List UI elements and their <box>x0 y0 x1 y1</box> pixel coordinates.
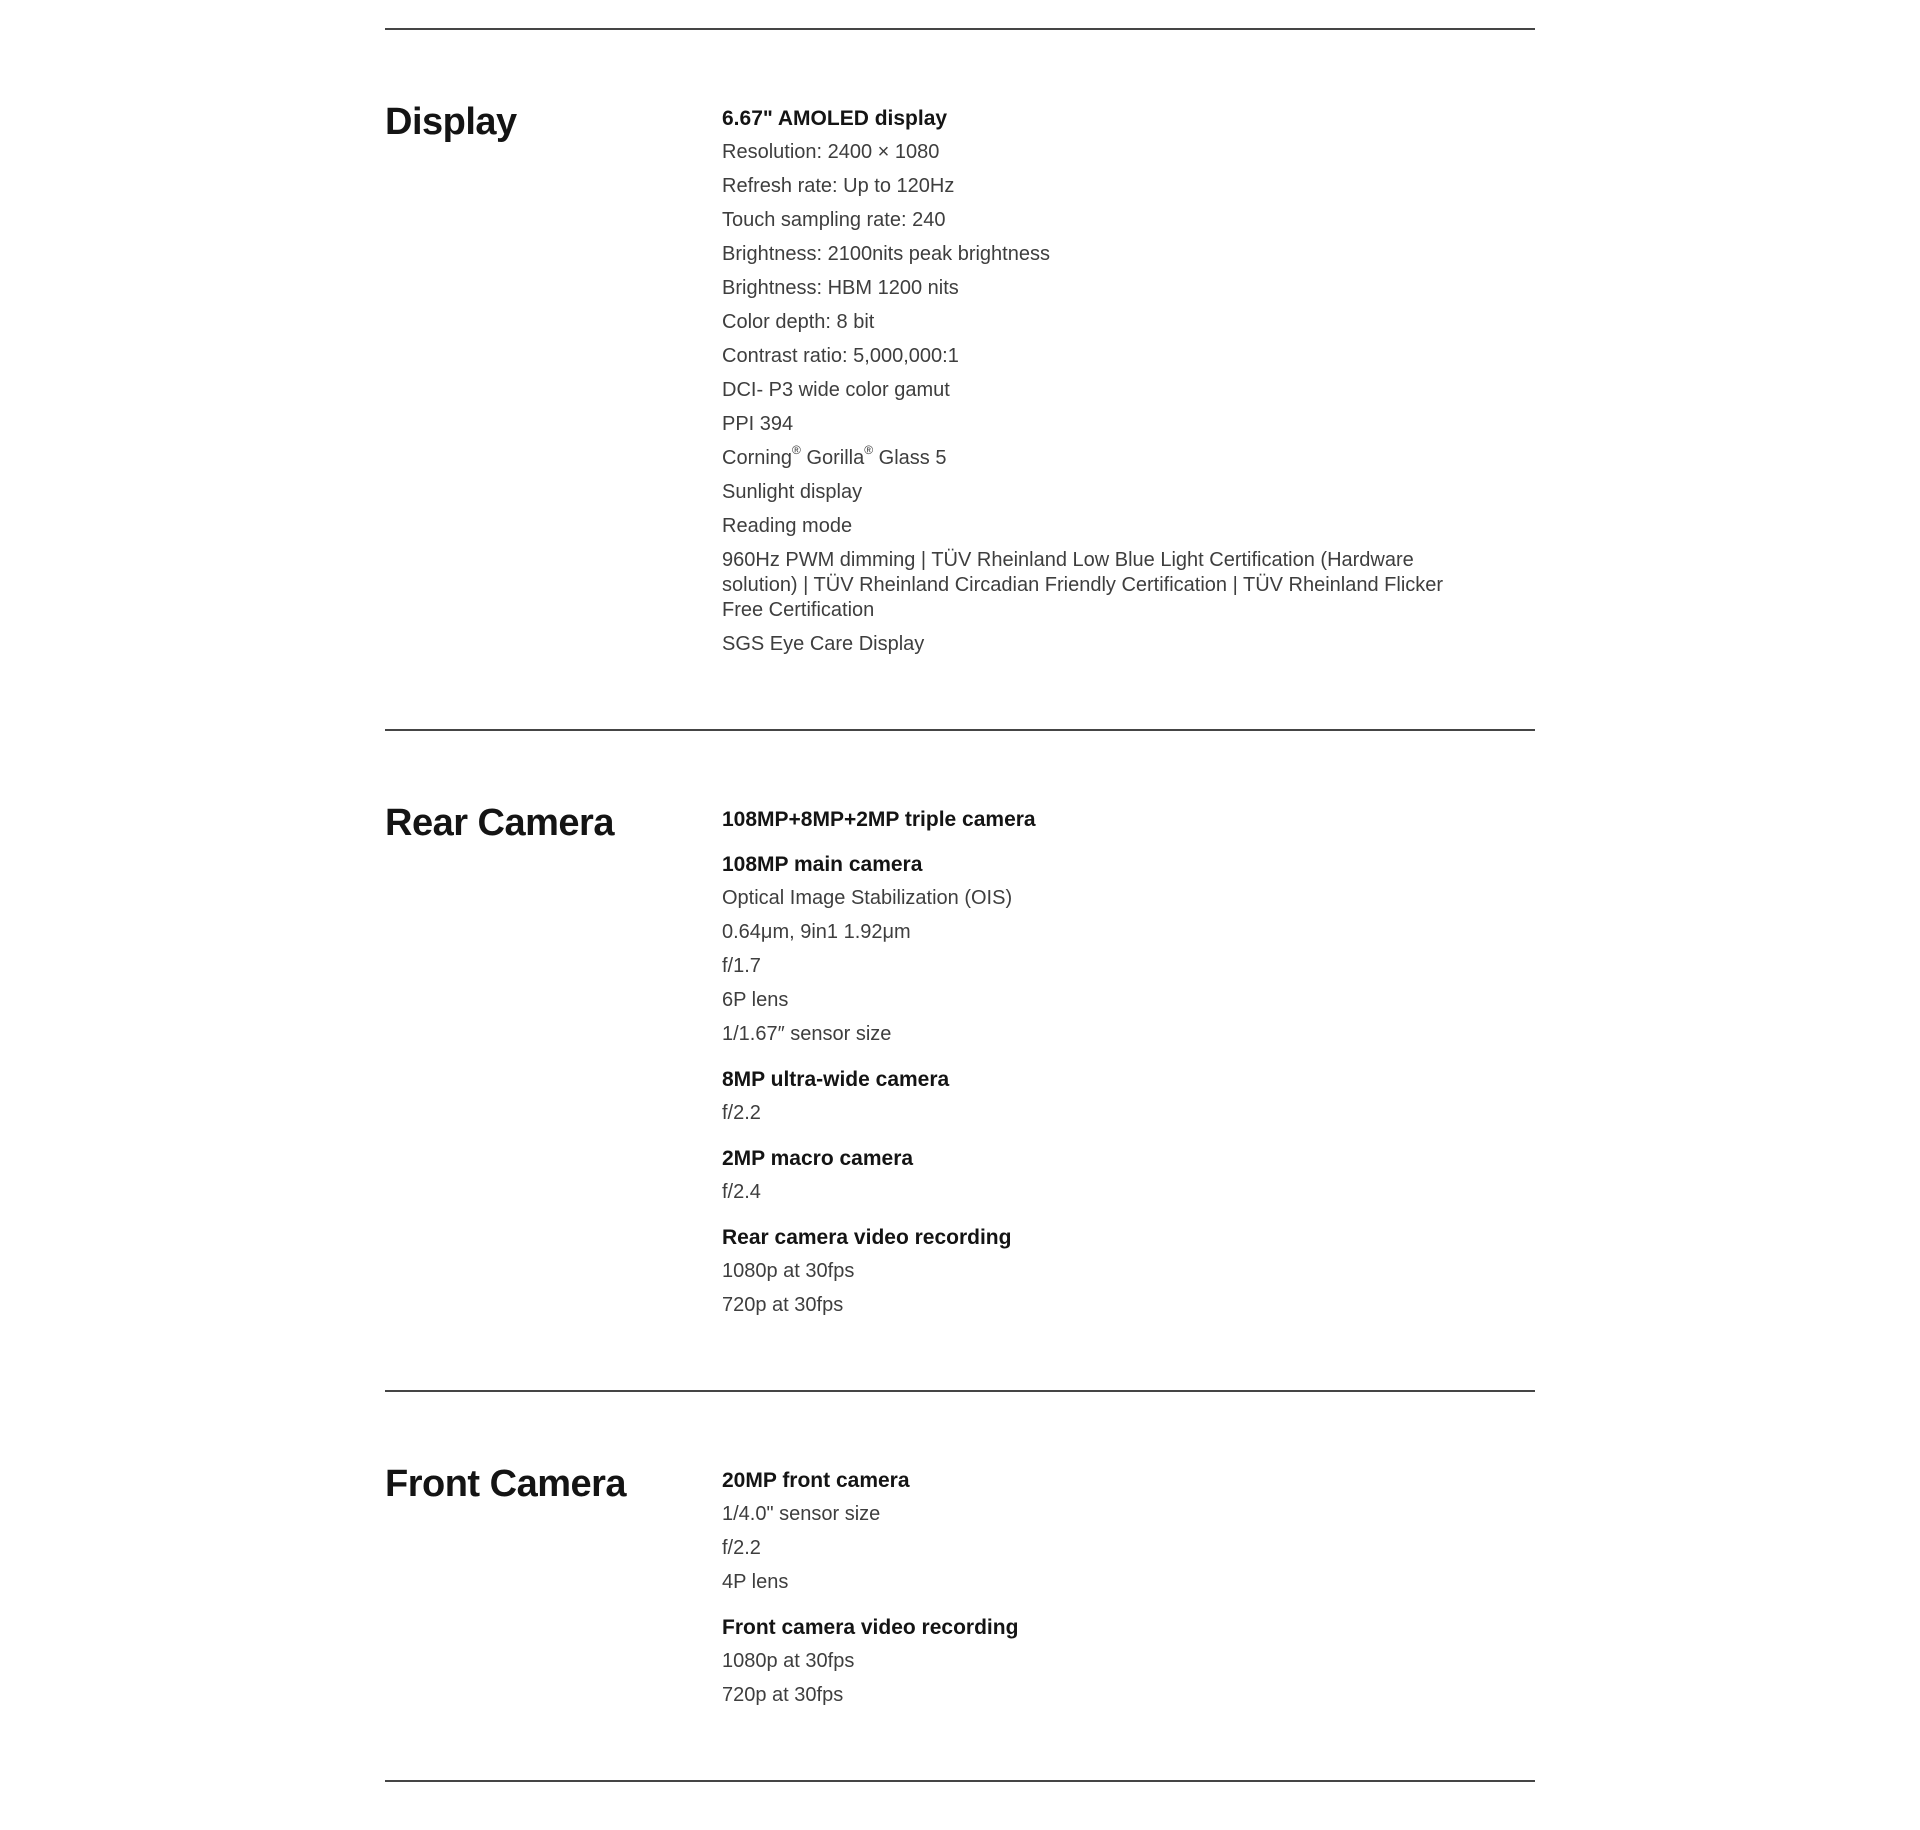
spec-page <box>385 0 1535 1782</box>
section-body <box>722 807 1470 1327</box>
spec-line: 4P lens <box>722 1571 789 1593</box>
spec-group <box>722 106 1470 657</box>
bottom-divider <box>385 1780 1535 1782</box>
spec-group <box>722 852 1470 1047</box>
spec-line: 1080p at 30fps <box>722 1260 855 1282</box>
registered-mark: ® <box>864 443 874 458</box>
spec-line: SGS Eye Care Display <box>722 633 925 655</box>
spec-line: Brightness: 2100nits peak brightness <box>722 243 1050 265</box>
spec-line: 720p at 30fps <box>722 1684 844 1706</box>
spec-group-title: 8MP ultra-wide camera <box>722 1068 950 1091</box>
spec-group-title: Front camera video recording <box>722 1616 1019 1639</box>
spec-line: f/1.7 <box>722 955 761 977</box>
spec-section <box>385 28 1535 729</box>
spec-line: DCI- P3 wide color gamut <box>722 379 950 401</box>
spec-line: f/2.2 <box>722 1102 761 1124</box>
section-title: Display <box>385 101 517 143</box>
spec-line: f/2.2 <box>722 1537 761 1559</box>
spec-section <box>385 729 1535 1390</box>
spec-line: Optical Image Stabilization (OIS) <box>722 887 1013 909</box>
spec-line: Contrast ratio: 5,000,000:1 <box>722 345 959 367</box>
registered-mark: ® <box>792 443 801 458</box>
spec-line: 1/1.67″ sensor size <box>722 1023 892 1045</box>
spec-group <box>722 807 1470 832</box>
spec-group-title: 20MP front camera <box>722 1469 910 1492</box>
spec-group <box>722 1468 1470 1595</box>
spec-group <box>722 1225 1470 1318</box>
spec-group <box>722 1067 1470 1126</box>
spec-line: Resolution: 2400 × 1080 <box>722 141 940 163</box>
spec-line: PPI 394 <box>722 413 794 435</box>
spec-group-title: 108MP+8MP+2MP triple camera <box>722 808 1036 831</box>
spec-line: Reading mode <box>722 515 853 537</box>
spec-line: f/2.4 <box>722 1181 761 1203</box>
spec-line: 1/4.0" sensor size <box>722 1503 881 1525</box>
spec-list <box>385 28 1535 1780</box>
section-title: Front Camera <box>385 1463 627 1505</box>
spec-line: Color depth: 8 bit <box>722 311 875 333</box>
spec-group-title: 108MP main camera <box>722 853 923 876</box>
spec-section <box>385 1390 1535 1780</box>
spec-group <box>722 1615 1470 1708</box>
spec-group-title: Rear camera video recording <box>722 1226 1012 1249</box>
section-title: Rear Camera <box>385 802 614 844</box>
spec-line: Touch sampling rate: 240 <box>722 209 946 231</box>
spec-line: 0.64μm, 9in1 1.92μm <box>722 921 911 943</box>
spec-line: 960Hz PWM dimming | TÜV Rheinland Low Blue Light Certification (Hardware solution) | TÜV Rheinland Circadian Friendly Certification | TÜV Rheinland Flicker Free Certification <box>722 549 1444 621</box>
spec-group <box>722 1146 1470 1205</box>
spec-line: Sunlight display <box>722 481 863 503</box>
section-body <box>722 1468 1470 1717</box>
spec-line: 6P lens <box>722 989 789 1011</box>
spec-group-title: 6.67" AMOLED display <box>722 107 948 130</box>
spec-line: Brightness: HBM 1200 nits <box>722 277 959 299</box>
spec-line: 720p at 30fps <box>722 1294 844 1316</box>
spec-line: Corning® Gorilla® Glass 5 <box>722 443 947 469</box>
spec-line: 1080p at 30fps <box>722 1650 855 1672</box>
spec-line: Refresh rate: Up to 120Hz <box>722 175 955 197</box>
section-body <box>722 106 1470 666</box>
spec-group-title: 2MP macro camera <box>722 1147 914 1170</box>
